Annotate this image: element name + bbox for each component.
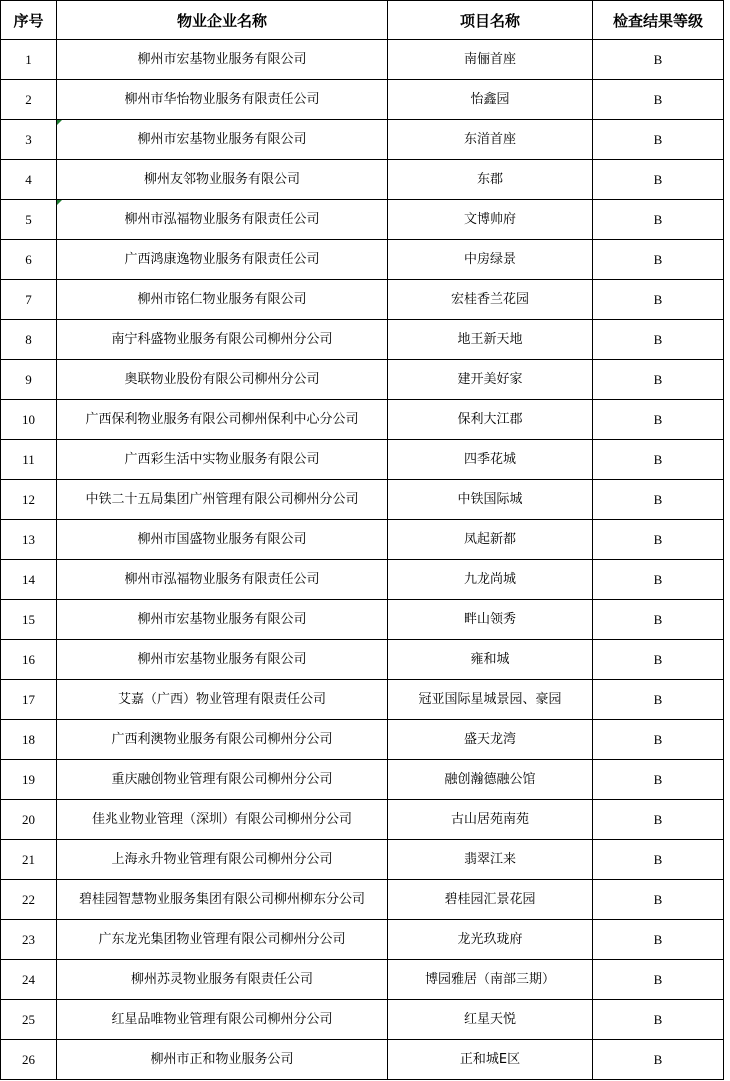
row-index: 9 [1,360,57,400]
comment-marker-icon [57,120,62,125]
table-row [1,360,724,400]
table-row [1,1040,724,1080]
header-company: 物业企业名称 [57,1,388,40]
row-company: 柳州市宏基物业服务有限公司 [57,600,388,640]
table-row [1,680,724,720]
row-company: 柳州友邻物业服务有限公司 [57,160,388,200]
row-project: 地王新天地 [388,320,593,360]
row-index: 13 [1,520,57,560]
row-index: 15 [1,600,57,640]
row-index: 23 [1,920,57,960]
table-row [1,560,724,600]
row-grade: B [593,280,724,320]
table-row [1,80,724,120]
row-company: 佳兆业物业管理（深圳）有限公司柳州分公司 [57,800,388,840]
table-row [1,440,724,480]
row-grade: B [593,760,724,800]
row-index: 4 [1,160,57,200]
table-row [1,280,724,320]
row-grade: B [593,80,724,120]
table-body [1,40,724,1080]
row-project: 中房绿景 [388,240,593,280]
row-index: 12 [1,480,57,520]
row-index: 8 [1,320,57,360]
row-project: 博园雅居（南部三期） [388,960,593,1000]
row-company: 红星品唯物业管理有限公司柳州分公司 [57,1000,388,1040]
row-index: 20 [1,800,57,840]
table-row [1,480,724,520]
row-project: 翡翠江来 [388,840,593,880]
row-grade: B [593,840,724,880]
row-index: 6 [1,240,57,280]
row-index: 25 [1,1000,57,1040]
row-company: 广西彩生活中实物业服务有限公司 [57,440,388,480]
table-row [1,640,724,680]
row-company: 柳州市正和物业服务公司 [57,1040,388,1080]
row-index: 26 [1,1040,57,1080]
table-row [1,840,724,880]
row-project: 冠亚国际星城景园、豪园 [388,680,593,720]
table-row [1,960,724,1000]
table-row [1,320,724,360]
row-company: 南宁科盛物业服务有限公司柳州分公司 [57,320,388,360]
row-project: 保利大江郡 [388,400,593,440]
row-company: 广西保利物业服务有限公司柳州保利中心分公司 [57,400,388,440]
row-grade: B [593,920,724,960]
row-project: 正和城E区 [388,1040,593,1080]
row-grade: B [593,400,724,440]
row-grade: B [593,200,724,240]
row-company: 柳州市泓福物业服务有限责任公司 [57,560,388,600]
row-index: 22 [1,880,57,920]
row-index: 21 [1,840,57,880]
table-row [1,520,724,560]
row-index: 17 [1,680,57,720]
table-row [1,760,724,800]
row-project: 碧桂园汇景花园 [388,880,593,920]
row-project: 文博帅府 [388,200,593,240]
row-grade: B [593,360,724,400]
table-row [1,800,724,840]
row-grade: B [593,680,724,720]
row-grade: B [593,1040,724,1080]
row-index: 1 [1,40,57,80]
row-project: 东郡 [388,160,593,200]
row-company: 柳州市宏基物业服务有限公司 [57,120,388,160]
row-project: 中铁国际城 [388,480,593,520]
row-index: 7 [1,280,57,320]
table-row [1,120,724,160]
row-project: 宏桂香兰花园 [388,280,593,320]
row-project: 九龙尚城 [388,560,593,600]
row-grade: B [593,440,724,480]
row-grade: B [593,120,724,160]
row-project: 四季花城 [388,440,593,480]
row-grade: B [593,640,724,680]
row-index: 10 [1,400,57,440]
row-index: 11 [1,440,57,480]
row-company: 中铁二十五局集团广州管理有限公司柳州分公司 [57,480,388,520]
row-grade: B [593,40,724,80]
comment-marker-icon [57,200,62,205]
row-project: 龙光玖珑府 [388,920,593,960]
header-row [1,1,724,40]
row-index: 18 [1,720,57,760]
table-row [1,1000,724,1040]
row-company: 柳州市宏基物业服务有限公司 [57,40,388,80]
row-grade: B [593,880,724,920]
row-index: 19 [1,760,57,800]
row-project: 融创瀚德融公馆 [388,760,593,800]
row-grade: B [593,480,724,520]
row-project: 凤起新都 [388,520,593,560]
row-company: 广西鸿康逸物业服务有限责任公司 [57,240,388,280]
row-index: 3 [1,120,57,160]
header-index: 序号 [1,1,57,40]
table-row [1,240,724,280]
row-company: 重庆融创物业管理有限公司柳州分公司 [57,760,388,800]
table-row [1,40,724,80]
row-project: 怡鑫园 [388,80,593,120]
table-row [1,160,724,200]
row-index: 24 [1,960,57,1000]
row-grade: B [593,1000,724,1040]
table-row [1,720,724,760]
row-index: 16 [1,640,57,680]
row-company: 广东龙光集团物业管理有限公司柳州分公司 [57,920,388,960]
row-grade: B [593,160,724,200]
row-grade: B [593,960,724,1000]
row-grade: B [593,800,724,840]
row-grade: B [593,320,724,360]
table-row [1,400,724,440]
row-company: 柳州市铭仁物业服务有限公司 [57,280,388,320]
row-project: 古山居苑南苑 [388,800,593,840]
row-grade: B [593,720,724,760]
table-row [1,200,724,240]
row-project: 东渞首座 [388,120,593,160]
row-company: 上海永升物业管理有限公司柳州分公司 [57,840,388,880]
row-company: 柳州市国盛物业服务有限公司 [57,520,388,560]
row-company: 柳州市泓福物业服务有限责任公司 [57,200,388,240]
row-index: 14 [1,560,57,600]
row-company: 柳州市华怡物业服务有限责任公司 [57,80,388,120]
row-project: 红星天悦 [388,1000,593,1040]
table-row [1,920,724,960]
row-company: 艾嘉（广西）物业管理有限责任公司 [57,680,388,720]
row-grade: B [593,520,724,560]
table-row [1,880,724,920]
header-grade: 检查结果等级 [593,1,724,40]
row-grade: B [593,560,724,600]
table-row [1,600,724,640]
row-grade: B [593,600,724,640]
row-project: 建开美好家 [388,360,593,400]
row-company: 柳州市宏基物业服务有限公司 [57,640,388,680]
row-project: 雍和城 [388,640,593,680]
header-project: 项目名称 [388,1,593,40]
row-company: 广西利澳物业服务有限公司柳州分公司 [57,720,388,760]
row-project: 畔山领秀 [388,600,593,640]
row-index: 2 [1,80,57,120]
row-project: 盛天龙湾 [388,720,593,760]
row-project: 南俪首座 [388,40,593,80]
row-index: 5 [1,200,57,240]
row-company: 柳州苏灵物业服务有限责任公司 [57,960,388,1000]
row-company: 奥联物业股份有限公司柳州分公司 [57,360,388,400]
row-grade: B [593,240,724,280]
row-company: 碧桂园智慧物业服务集团有限公司柳州柳东分公司 [57,880,388,920]
